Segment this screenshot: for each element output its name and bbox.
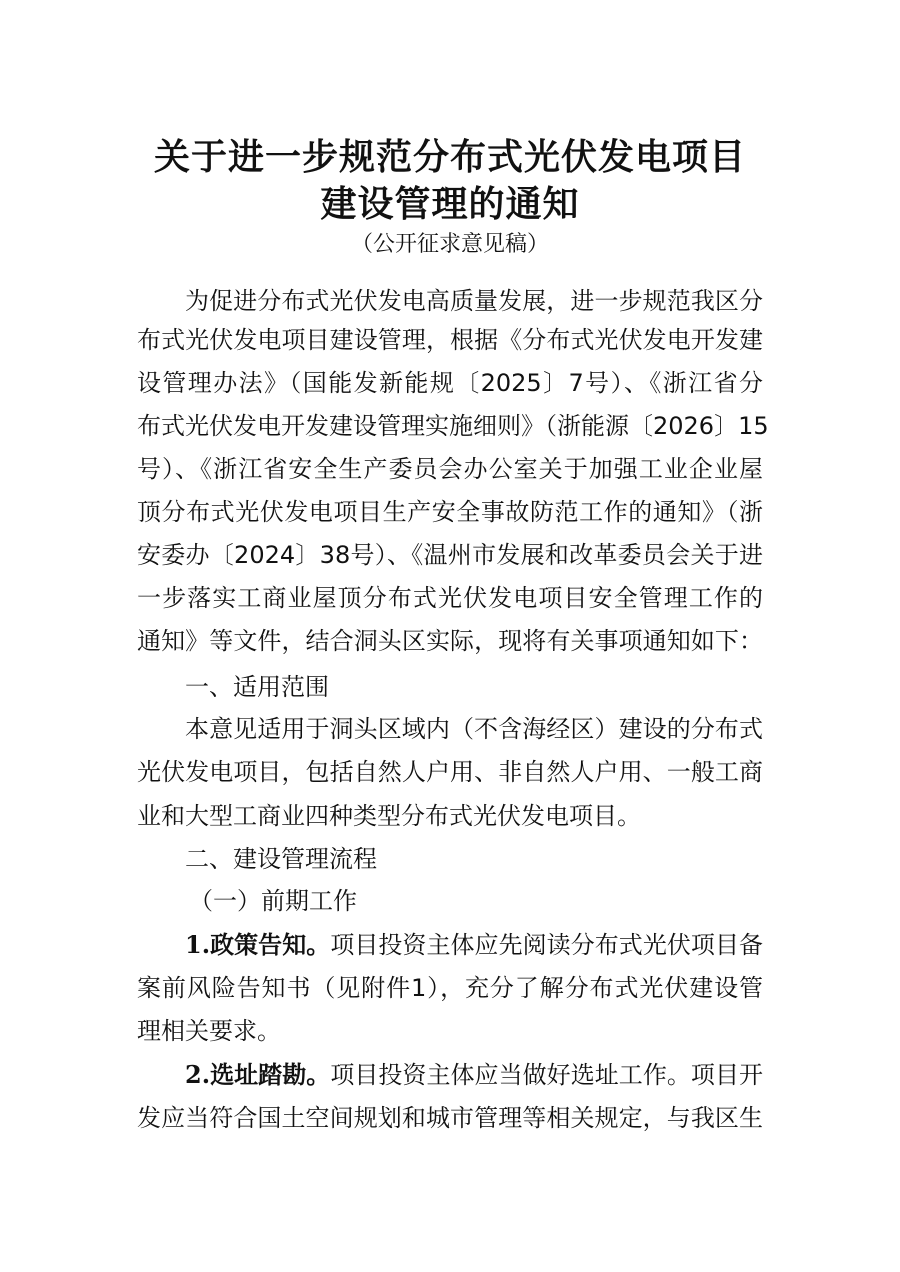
subsection-heading-prework: （一）前期工作 [189,887,357,915]
section-heading-scope: 一、适用范围 [185,673,329,701]
item2-line [185,1058,763,1092]
item1-line: 理相关要求。 [137,1017,281,1045]
item1-line [185,928,763,962]
intro-line: 为促进分布式光伏发电高质量发展，进一步规范我区分 [185,287,763,315]
item1-line: 案前风险告知书（见附件1），充分了解分布式光伏建设管 [137,974,763,1002]
intro-line: 顶分布式光伏发电项目生产安全事故防范工作的通知》（浙 [137,498,763,526]
section1-line: 光伏发电项目，包括自然人户用、非自然人户用、一般工商 [137,758,763,786]
intro-line: 通知》等文件，结合洞头区实际，现将有关事项通知如下： [137,627,763,655]
item2-title: 2.选址踏勘。 [185,1060,331,1089]
intro-line: 号）、《浙江省安全生产委员会办公室关于加强工业企业屋 [137,455,763,483]
section1-line: 业和大型工商业四种类型分布式光伏发电项目。 [137,802,641,830]
subtitle: （公开征求意见稿） [350,232,549,257]
intro-line: 布式光伏发电开发建设管理实施细则》（浙能源〔2026〕15 [137,412,769,440]
intro-line: 安委办〔2024〕38号）、《温州市发展和改革委员会关于进 [137,541,763,569]
intro-line: 布式光伏发电项目建设管理，根据《分布式光伏发电开发建 [137,326,763,354]
item1-text: 项目投资主体应先阅读分布式光伏项目备 [330,931,764,959]
title-line-2: 建设管理的通知 [320,183,580,225]
item2-line: 发应当符合国土空间规划和城市管理等相关规定，与我区生 [137,1104,763,1132]
item1-title: 1.政策告知。 [185,930,331,959]
section1-line: 本意见适用于洞头区域内（不含海经区）建设的分布式 [185,715,763,743]
item2-text: 项目投资主体应当做好选址工作。项目开 [330,1061,764,1089]
title-line-1: 关于进一步规范分布式光伏发电项目 [153,136,746,178]
intro-line: 一步落实工商业屋顶分布式光伏发电项目安全管理工作的 [137,584,763,612]
intro-line: 设管理办法》（国能发新能规〔2025〕7号）、《浙江省分 [137,369,763,397]
section-heading-process: 二、建设管理流程 [185,845,377,873]
